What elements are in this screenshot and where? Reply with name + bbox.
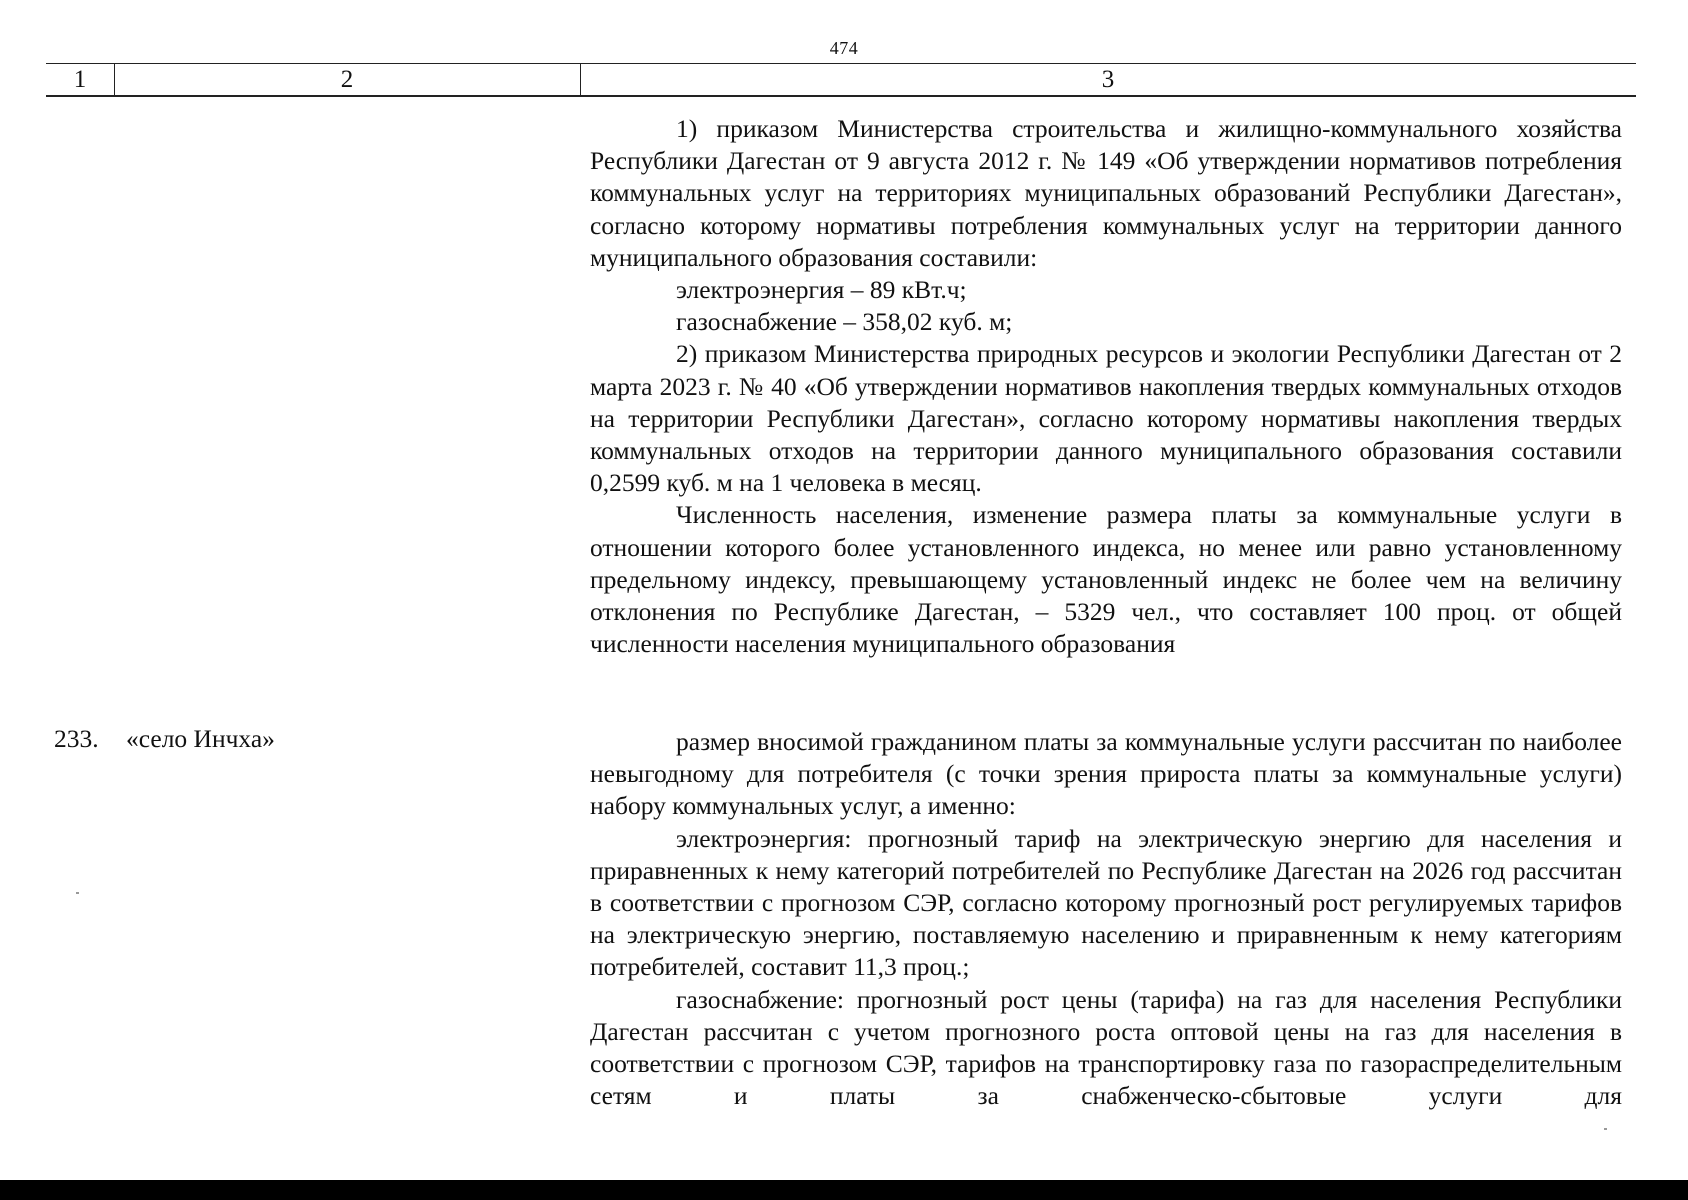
page-number: 474: [829, 38, 859, 58]
column-header-1: 1: [73, 66, 87, 93]
header-bottom-rule: [46, 95, 1636, 97]
paragraph: электроэнергия: прогнозный тариф на электрическую энергию для населения и приравненных к нему категорий потребителей по Республике Дагестан на 2026 год рассчитан в соответствии с прогнозом СЭР, согласно которому прогнозный рост регулируемых тарифов на электрическую энергию, поставляемую населению и приравненным к нему категориям потребителей, составит 11,3 проц.;: [590, 823, 1622, 982]
paragraph: Численность населения, изменение размера платы за коммунальные услуги в отношении которого более установленного индекса, но менее или равно установленному предельному индексу, превышающему установленный индекс не более чем на величину отклонения по Республике Дагестан, – 5329 чел., что составляет 100 проц. от общей численности населения муниципального образования: [590, 500, 1622, 659]
scan-speck: [1604, 1128, 1607, 1130]
row-content: [590, 113, 1622, 660]
column-header-3: 3: [1101, 66, 1115, 93]
row-number: 233.: [54, 724, 99, 753]
paragraph: 1) приказом Министерства строительства и жилищно-коммунального хозяйства Республики Дагестан от 9 августа 2012 г. № 149 «Об утверждении нормативов потребления коммунальных услуг на территориях муниципальных образований Республики Дагестан», согласно которому нормативы потребления коммунальных услуг на территории данного муниципального образования составили:: [590, 114, 1622, 272]
paragraph: размер вносимой гражданином платы за коммунальные услуги рассчитан по наиболее невыгодному для потребителя (с точки зрения прироста платы за коммунальные услуги) набору коммунальных услуг, а именно:: [590, 727, 1622, 821]
column-header-2: 2: [340, 66, 354, 93]
paragraph: газоснабжение: прогнозный рост цены (тарифа) на газ для населения Республики Дагестан рассчитан с учетом прогнозного роста оптовой цены на газ для населения в соответствии с прогнозом СЭР, тарифов на транспортировку газа по газораспределительным сетям и платы за снабженческо-сбытовые услуги для: [590, 984, 1622, 1111]
header-top-rule: [46, 63, 1636, 64]
paragraph: 2) приказом Министерства природных ресурсов и экологии Республики Дагестан от 2 марта 2023 г. № 40 «Об утверждении нормативов накопления твердых коммунальных отходов на территории Республики Дагестан», согласно которому нормативы накопления твердых коммунальных отходов на территории данного муниципального образования составили 0,2599 куб. м на 1 человека в месяц.: [590, 339, 1622, 498]
row-content: [590, 726, 1622, 1112]
paragraph: газоснабжение – 358,02 куб. м;: [676, 307, 1013, 337]
scan-speck: [76, 892, 79, 894]
scan-bottom-edge: [0, 1180, 1688, 1200]
paragraph: электроэнергия – 89 кВт.ч;: [676, 275, 967, 305]
row-name: «село Инчха»: [126, 724, 275, 753]
